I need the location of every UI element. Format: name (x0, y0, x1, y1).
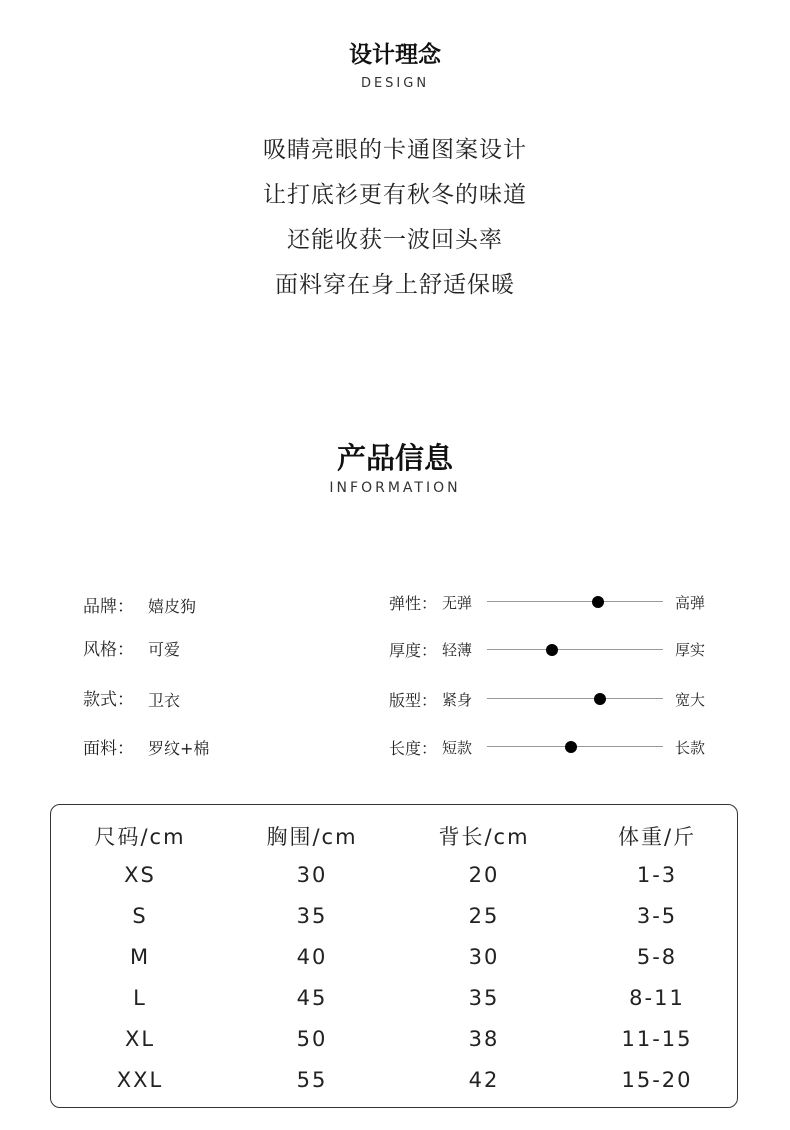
attr-low-thickness: 轻薄 (442, 641, 473, 659)
size-cell: L (133, 986, 147, 1010)
size-header-size: 尺码/cm (94, 825, 186, 849)
size-cell: 1-3 (636, 863, 678, 887)
spec-label-fabric: 面料： (83, 739, 134, 759)
size-cell: 35 (468, 986, 500, 1010)
attr-knob-fit (594, 693, 606, 705)
spec-label-brand: 品牌： (83, 597, 134, 617)
attr-track-elasticity (487, 601, 663, 602)
spec-label-style: 风格： (83, 640, 134, 660)
attr-high-elasticity: 高弹 (675, 594, 706, 612)
size-header-back-length: 背长/cm (438, 825, 530, 849)
spec-value-fabric: 罗纹+棉 (148, 739, 210, 758)
design-title: 设计理念 (349, 42, 441, 68)
size-cell: 11-15 (621, 1027, 693, 1051)
size-cell: 45 (296, 986, 328, 1010)
design-line-1: 吸睛亮眼的卡通图案设计 (263, 137, 527, 163)
attr-low-elasticity: 无弹 (442, 594, 473, 612)
design-line-3: 还能收获一波回头率 (287, 227, 503, 253)
size-cell: 50 (296, 1027, 328, 1051)
attr-knob-length (565, 741, 577, 753)
attr-high-thickness: 厚实 (675, 641, 706, 659)
size-cell: 30 (296, 863, 328, 887)
attr-knob-elasticity (592, 596, 604, 608)
information-subtitle: INFORMATION (329, 480, 461, 496)
size-header-weight: 体重/斤 (617, 825, 697, 849)
size-cell: 8-11 (629, 986, 685, 1010)
design-subtitle: DESIGN (360, 76, 430, 91)
attr-track-fit (487, 698, 663, 699)
spec-value-brand: 嬉皮狗 (148, 597, 197, 616)
design-line-4: 面料穿在身上舒适保暖 (275, 272, 515, 298)
size-cell: 30 (468, 945, 500, 969)
spec-value-style: 可爱 (148, 640, 181, 659)
spec-value-type: 卫衣 (148, 691, 181, 710)
attr-low-length: 短款 (442, 739, 473, 757)
attr-label-length: 长度： (389, 739, 438, 758)
attr-knob-thickness (546, 644, 558, 656)
size-cell: 25 (468, 904, 500, 928)
size-cell: 3-5 (636, 904, 678, 928)
design-line-2: 让打底衫更有秋冬的味道 (263, 182, 527, 208)
size-cell: 42 (468, 1068, 500, 1092)
attr-label-thickness: 厚度： (389, 641, 438, 660)
attr-track-thickness (487, 649, 663, 650)
attr-low-fit: 紧身 (442, 691, 473, 709)
size-cell: 35 (296, 904, 328, 928)
size-cell: M (129, 945, 151, 969)
attr-label-fit: 版型： (389, 691, 438, 710)
attr-label-elasticity: 弹性： (389, 594, 438, 613)
size-cell: XL (124, 1027, 156, 1051)
size-cell: 5-8 (636, 945, 678, 969)
spec-label-type: 款式： (83, 690, 134, 710)
size-cell: 55 (296, 1068, 328, 1092)
size-cell: XS (124, 863, 156, 887)
size-cell: 15-20 (621, 1068, 693, 1092)
size-cell: 20 (468, 863, 500, 887)
attr-high-fit: 宽大 (675, 691, 706, 709)
information-title: 产品信息 (336, 441, 453, 475)
size-cell: 38 (468, 1027, 500, 1051)
size-cell: 40 (296, 945, 328, 969)
size-header-chest: 胸围/cm (266, 825, 358, 849)
size-cell: XXL (116, 1068, 164, 1092)
size-cell: S (132, 904, 148, 928)
attr-high-length: 长款 (675, 739, 706, 757)
